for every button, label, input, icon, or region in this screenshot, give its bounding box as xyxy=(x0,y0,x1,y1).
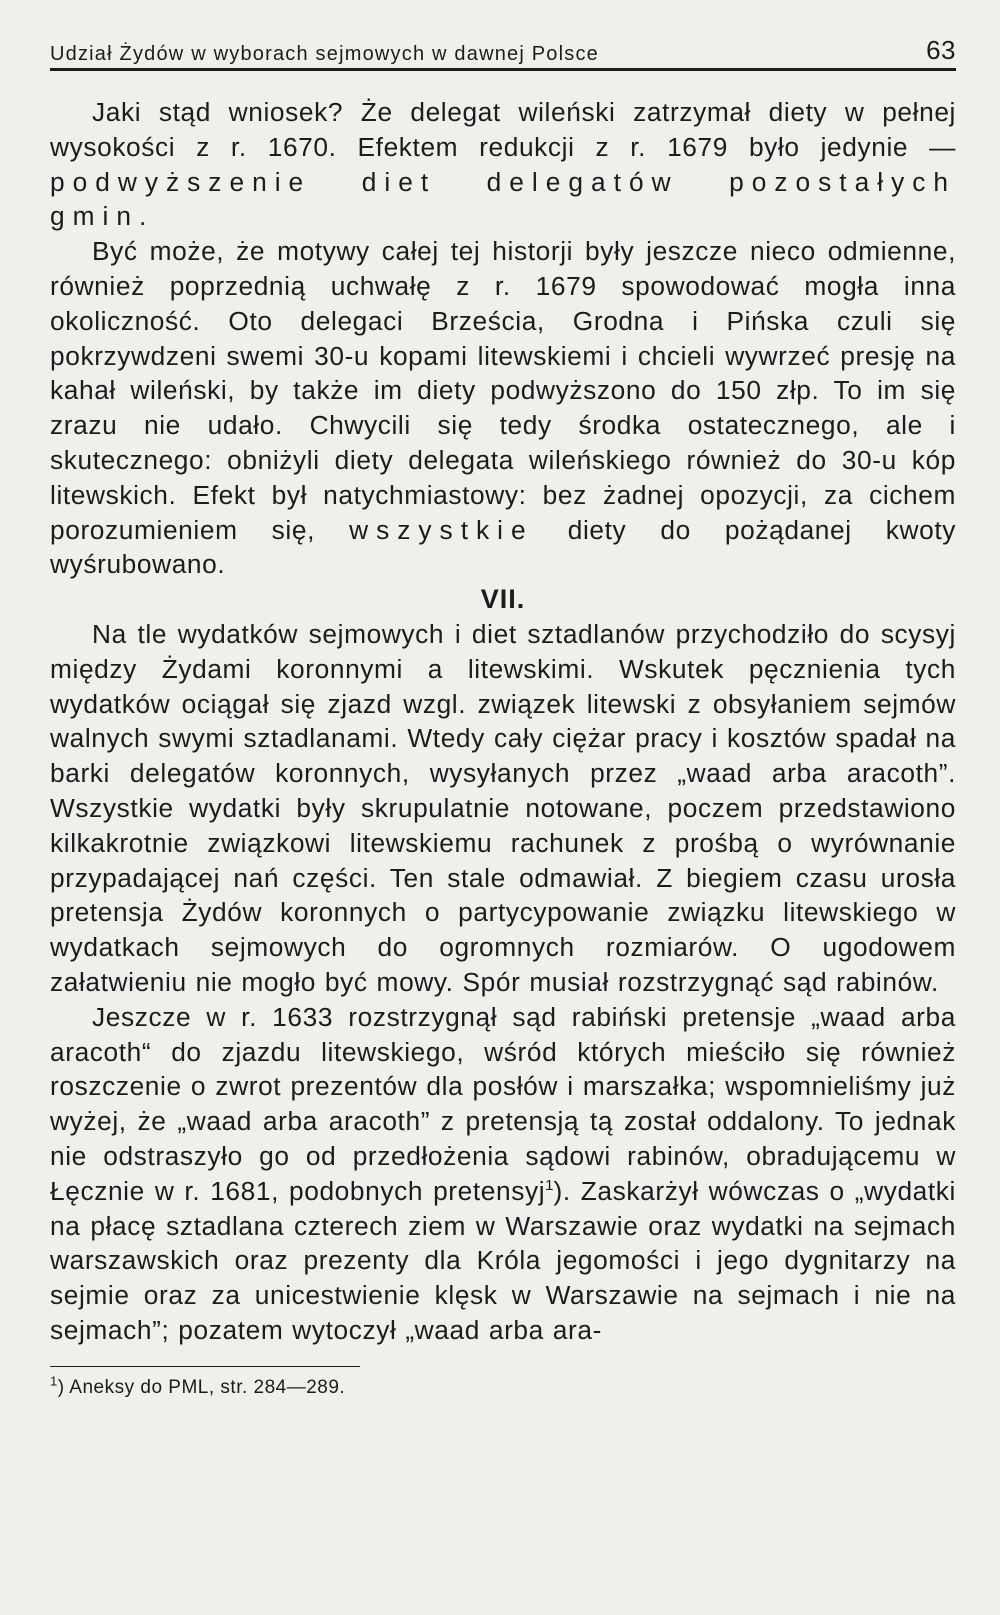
footnote-mark: 1 xyxy=(50,1373,58,1389)
paragraph-4-text: Jeszcze w r. 1633 rozstrzygnął sąd rabiński pretensje „waad arba aracoth“ do zjazdu litewskiego, wśród których mieściło się również roszczenie o zwrot prezentów dla posłów i marszałka; wspomnieliśmy już wyżej, że „waad arba aracoth” z pretensją tą został oddalony. To jednak nie odstraszyło go od przedłożenia sądowi rabinów, obradującemu w Łęcznie w r. 1681, podobnych pretensyj xyxy=(50,1001,956,1206)
header-rule xyxy=(50,68,956,71)
paragraph-1-text: Jaki stąd wniosek? Że delegat wileński zatrzymał diety w pełnej wysokości z r. 1670. Efektem redukcji z r. 1679 było jedynie — xyxy=(50,97,956,162)
body-text xyxy=(50,95,956,1348)
paragraph-2 xyxy=(50,234,956,582)
page-number: 63 xyxy=(926,35,956,65)
footnote-rule xyxy=(50,1366,360,1368)
footnote-reference[interactable]: 1 xyxy=(545,1176,554,1194)
paragraph-1-end: . xyxy=(139,201,147,232)
footnote xyxy=(50,1373,956,1399)
paragraph-2-end: diety do pożądanej kwoty wyśrubowano. xyxy=(50,514,957,580)
footnote-text: ) Aneksy do PML, str. 284—289. xyxy=(57,1377,346,1399)
paragraph-3: Na tle wydatków sejmowych i diet sztadlanów przychodziło do scysyj między Żydami koronnymi a litewskimi. Wskutek pęcznienia tych wydatków ociągał się zjazd wzgl. związek litewski z obsyłaniem sejmów walnych swymi sztadlanami. Wtedy cały ciężar pracy i kosztów spadał na barki delegatów koronnych, wysyłanych przez „waad arba aracoth”. Wszystkie wydatki były skrupulatnie notowane, poczem przedstawiono kilkakrotnie związkowi litewskiemu rachunek z prośbą o wyrównanie przypadającej nań części. Ten stale odmawiał. Z biegiem czasu urosła pretensja Żydów koronnych o partycypowanie związku litewskiego w wydatkach sejmowych do ogromnych rozmiarów. O ugodowem załatwieniu nie mogło być mowy. Spór musiał rozstrzygnąć sąd rabinów. xyxy=(50,618,956,997)
paragraph-4 xyxy=(50,1000,956,1348)
emphasis-spaced-text: podwyższenie diet delegatów pozostałych gmin xyxy=(50,166,956,232)
paragraph-1 xyxy=(50,95,956,234)
running-title: Udział Żydów w wyborach sejmowych w dawnej Polsce xyxy=(50,43,599,65)
paragraph-4-end: ). Zaskarżył wówczas o „wydatki na płacę sztadlana czterech ziem w Warszawie oraz wydatki na sejmach warszawskich oraz prezenty dla Króla jegomości i jego dygnitarzy na sejmie oraz za unicestwienie klęsk w Warszawie na sejmach i nie na sejmach”; pozatem wytoczył „waad arba ara- xyxy=(50,1175,956,1345)
emphasis-spaced-text: wszystkie xyxy=(349,514,534,545)
section-heading: VII. xyxy=(480,584,526,615)
paragraph-2-text: Być może, że motywy całej tej historji były jeszcze nieco odmienne, również poprzednią uchwałę z r. 1679 spowodować mogła inna okoliczność. Oto delegaci Brześcia, Grodna i Pińska czuli się pokrzywdzeni swemi 30-u kopami litewskiemi i chcieli wywrzeć presję na kahał wileński, by także im diety podwyższono do 150 złp. To im się zrazu nie udało. Chwycili się tedy środka ostatecznego, ale i skutecznego: obniżyli diety delegata wileńskiego również do 30-u kóp litewskich. Efekt był natychmiastowy: bez żadnej opozycji, za cichem porozumieniem się, xyxy=(50,236,956,545)
running-head xyxy=(50,34,956,66)
